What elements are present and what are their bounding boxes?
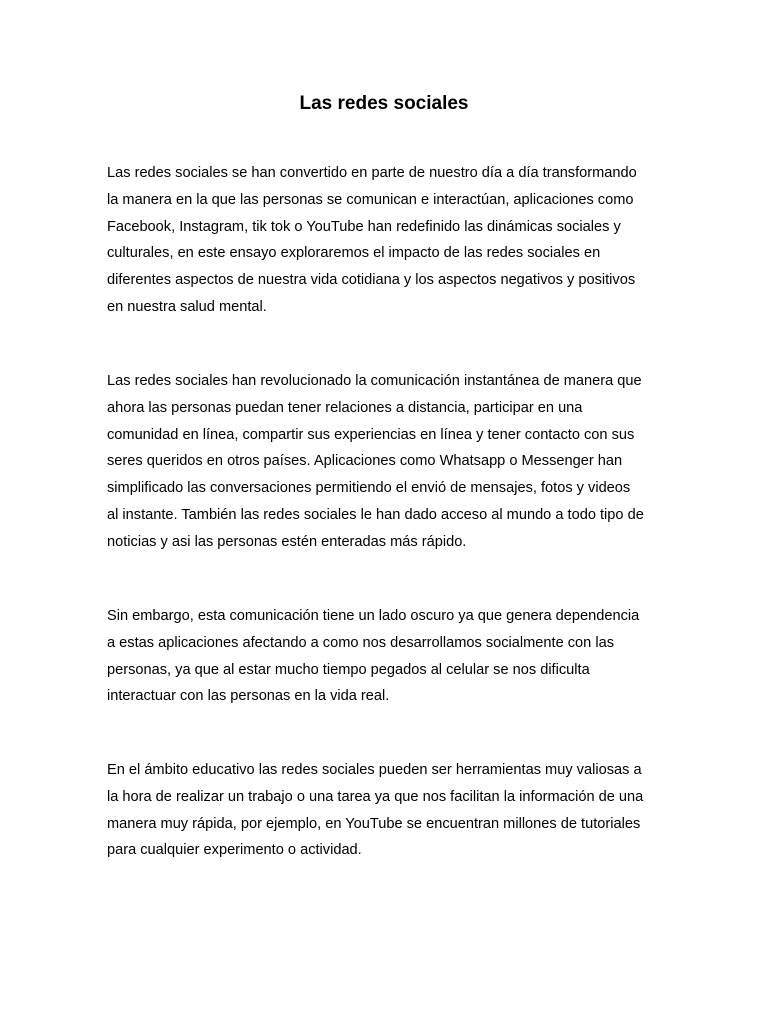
paragraph-education: En el ámbito educativo las redes sociales pueden ser herramientas muy valiosas a la hora de realizar un trabajo o una tarea ya que nos facilitan la información de una manera muy rápida, por ejemplo, en YouTube se encuentran millones de tutoriales para cualquier experimento o actividad.: [107, 762, 644, 859]
paragraph-dark-side: Sin embargo, esta comunicación tiene un lado oscuro ya que genera dependencia a estas aplicaciones afectando a como nos desarrollamos socialmente con las personas, ya que al estar mucho tiempo pegados al celular se nos dificulta interactuar con las personas en la vida real.: [107, 608, 640, 705]
paragraph-communication: Las redes sociales han revolucionado la comunicación instantánea de manera que ahora las personas puedan tener relaciones a distancia, participar en una comunidad en línea, compartir sus experiencias en línea y tener contacto con sus seres queridos en otros países. Aplicaciones como Whatsapp o Messenger han simplificado las conversaciones permitiendo el envió de mensajes, fotos y videos al instante. También las redes sociales le han dado acceso al mundo a todo tipo de noticias y asi las personas estén enteradas más rápido.: [107, 373, 644, 550]
paragraph-introduction: Las redes sociales se han convertido en parte de nuestro día a día transformando la manera en la que las personas se comunican e interactúan, aplicaciones como Facebook, Instagram, tik tok o YouTube han redefinido las dinámicas sociales y culturales, en este ensayo exploraremos el impacto de las redes sociales en diferentes aspectos de nuestra vida cotidiana y los aspectos negativos y positivos en nuestra salud mental.: [107, 165, 637, 315]
document-title: Las redes sociales: [299, 93, 469, 114]
